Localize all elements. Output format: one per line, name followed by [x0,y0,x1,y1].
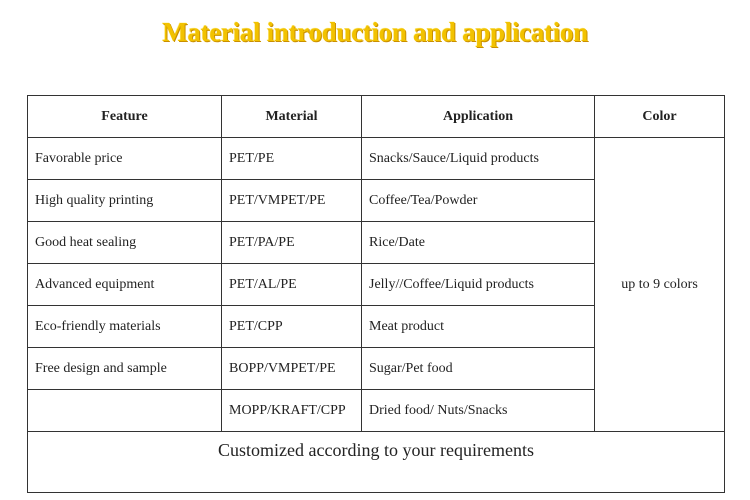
material-cell: MOPP/KRAFT/CPP [222,390,362,432]
material-cell: PET/VMPET/PE [222,180,362,222]
table-row [28,138,725,180]
footer-note: Customized according to your requirements [28,432,725,493]
application-cell: Snacks/Sauce/Liquid products [362,138,595,180]
table-footer-row [28,432,725,493]
material-cell: PET/AL/PE [222,264,362,306]
material-cell: BOPP/VMPET/PE [222,348,362,390]
header-material: Material [222,96,362,138]
application-cell: Coffee/Tea/Powder [362,180,595,222]
material-cell: PET/PA/PE [222,222,362,264]
header-color: Color [595,96,725,138]
header-application: Application [362,96,595,138]
application-cell: Jelly//Coffee/Liquid products [362,264,595,306]
material-table [27,95,725,493]
feature-cell: Good heat sealing [28,222,222,264]
feature-cell: Advanced equipment [28,264,222,306]
material-cell: PET/CPP [222,306,362,348]
feature-cell [28,390,222,432]
application-cell: Dried food/ Nuts/Snacks [362,390,595,432]
header-feature: Feature [28,96,222,138]
feature-cell: High quality printing [28,180,222,222]
feature-cell: Favorable price [28,138,222,180]
table-header-row [28,96,725,138]
color-cell: up to 9 colors [595,138,725,432]
page-title: Material introduction and application [162,17,588,47]
application-cell: Meat product [362,306,595,348]
application-cell: Sugar/Pet food [362,348,595,390]
feature-cell: Free design and sample [28,348,222,390]
application-cell: Rice/Date [362,222,595,264]
feature-cell: Eco-friendly materials [28,306,222,348]
material-cell: PET/PE [222,138,362,180]
